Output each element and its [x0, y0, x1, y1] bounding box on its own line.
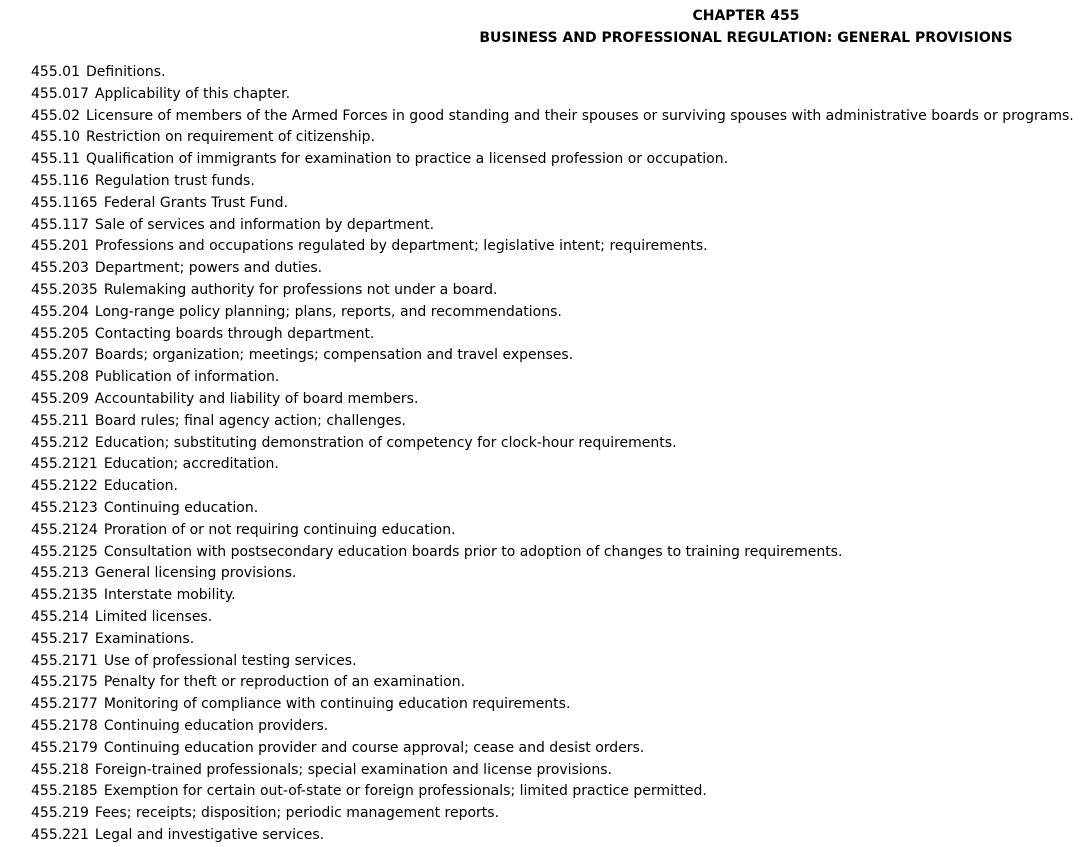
section-link[interactable] [31, 391, 418, 407]
section-title: Regulation trust funds. [94, 172, 255, 189]
section-link[interactable] [31, 456, 279, 472]
section-title: Education; substituting demonstration of competency for clock-hour requirements. [94, 434, 677, 451]
section-title: Definitions. [86, 64, 166, 80]
section-number: 455.10 [31, 129, 80, 146]
section-row [31, 411, 1076, 433]
section-title: Contacting boards through department. [94, 325, 375, 342]
section-link[interactable] [31, 347, 573, 363]
section-row [31, 280, 1076, 302]
section-row [31, 542, 1076, 564]
section-row [31, 651, 1076, 673]
section-title: Continuing education providers. [103, 717, 329, 734]
section-title: Legal and investigative services. [94, 826, 325, 843]
section-row [31, 825, 1076, 847]
section-row [31, 476, 1076, 498]
section-number: 455.2178 [31, 717, 98, 734]
section-row [31, 127, 1076, 149]
section-link[interactable] [31, 478, 178, 494]
section-link[interactable] [31, 304, 562, 320]
section-number: 455.217 [31, 630, 89, 647]
section-link[interactable] [31, 718, 328, 734]
section-row [31, 62, 1076, 84]
chapter-number: CHAPTER 455 [692, 8, 800, 24]
section-link[interactable] [31, 326, 374, 342]
section-row [31, 694, 1076, 716]
section-row [31, 193, 1076, 215]
section-row [31, 803, 1076, 825]
section-number: 455.2124 [31, 521, 98, 538]
section-list [31, 62, 1076, 847]
section-link[interactable] [31, 64, 166, 80]
section-title: Penalty for theft or reproduction of an examination. [103, 674, 466, 691]
section-link[interactable] [31, 631, 194, 647]
section-title: Federal Grants Trust Fund. [103, 194, 288, 211]
section-row [31, 389, 1076, 411]
section-number: 455.209 [31, 390, 89, 407]
section-row [31, 498, 1076, 520]
section-row [31, 760, 1076, 782]
section-number: 455.213 [31, 565, 89, 582]
section-row [31, 236, 1076, 258]
section-title: Exemption for certain out-of-state or foreign professionals; limited practice permitted. [103, 783, 707, 800]
section-link[interactable] [31, 587, 236, 603]
section-link[interactable] [31, 413, 406, 429]
section-title: Rulemaking authority for professions not under a board. [103, 281, 498, 298]
section-title: Fees; receipts; disposition; periodic management reports. [94, 805, 500, 822]
section-number: 455.2175 [31, 674, 98, 691]
section-row [31, 738, 1076, 760]
section-link[interactable] [31, 609, 212, 625]
section-link[interactable] [31, 522, 456, 538]
section-link[interactable] [31, 565, 296, 581]
section-row [31, 84, 1076, 106]
section-row [31, 454, 1076, 476]
section-number: 455.205 [31, 325, 89, 342]
chapter-header [0, 5, 1082, 49]
section-title: Monitoring of compliance with continuing education requirements. [103, 696, 571, 713]
section-number: 455.221 [31, 826, 89, 843]
section-title: Education; accreditation. [103, 456, 279, 473]
section-title: Interstate mobility. [103, 587, 236, 604]
section-link[interactable] [31, 435, 677, 451]
section-number: 455.2177 [31, 696, 98, 713]
section-link[interactable] [31, 129, 375, 145]
section-title: Consultation with postsecondary education boards prior to adoption of changes to training requirements. [103, 543, 843, 560]
section-link[interactable] [31, 238, 708, 254]
section-title: Licensure of members of the Armed Forces in good standing and their spouses or surviving spouses with administrative boards or programs. [86, 107, 1074, 124]
section-number: 455.2123 [31, 499, 98, 516]
section-number: 455.219 [31, 805, 89, 822]
section-row [31, 106, 1076, 128]
section-link[interactable] [31, 108, 1074, 124]
section-link[interactable] [31, 653, 357, 669]
section-title: Examinations. [94, 630, 195, 647]
section-number: 455.2171 [31, 652, 98, 669]
section-row [31, 258, 1076, 280]
section-row [31, 520, 1076, 542]
section-title: Applicability of this chapter. [94, 85, 291, 102]
section-title: Education. [103, 478, 178, 495]
section-link[interactable] [31, 674, 465, 690]
section-title: General licensing provisions. [94, 565, 297, 582]
section-link[interactable] [31, 86, 290, 102]
section-number: 455.2179 [31, 739, 98, 756]
section-row [31, 672, 1076, 694]
section-number: 455.117 [31, 216, 89, 233]
section-row [31, 215, 1076, 237]
section-title: Continuing education provider and course approval; cease and desist orders. [103, 739, 645, 756]
section-number: 455.2121 [31, 456, 98, 473]
section-link[interactable] [31, 217, 434, 233]
section-title: Restriction on requirement of citizenship. [86, 129, 375, 146]
section-link[interactable] [31, 500, 258, 516]
section-title: Accountability and liability of board members. [94, 390, 419, 407]
section-row [31, 716, 1076, 738]
section-row [31, 563, 1076, 585]
section-number: 455.2125 [31, 543, 98, 560]
section-number: 455.214 [31, 608, 89, 625]
section-number: 455.201 [31, 238, 89, 255]
section-link[interactable] [31, 369, 279, 385]
section-row [31, 367, 1076, 389]
section-title: Sale of services and information by department. [94, 216, 435, 233]
section-title: Foreign-trained professionals; special examination and license provisions. [94, 761, 612, 778]
section-link[interactable] [31, 827, 324, 843]
section-number: 455.212 [31, 434, 89, 451]
section-row [31, 781, 1076, 803]
section-number: 455.2135 [31, 587, 98, 604]
section-row [31, 171, 1076, 193]
section-number: 455.208 [31, 369, 89, 386]
section-row [31, 345, 1076, 367]
section-row [31, 607, 1076, 629]
section-number: 455.207 [31, 347, 89, 364]
section-number: 455.2185 [31, 783, 98, 800]
section-link[interactable] [31, 195, 288, 211]
section-row [31, 433, 1076, 455]
section-row [31, 302, 1076, 324]
section-title: Long-range policy planning; plans, reports, and recommendations. [94, 303, 562, 320]
section-link[interactable] [31, 762, 612, 778]
section-row [31, 629, 1076, 651]
section-number: 455.01 [31, 64, 80, 80]
section-title: Publication of information. [94, 369, 280, 386]
section-number: 455.11 [31, 151, 80, 168]
section-link[interactable] [31, 740, 644, 756]
section-number: 455.1165 [31, 194, 98, 211]
section-title: Qualification of immigrants for examination to practice a licensed profession or occupation. [86, 151, 729, 168]
section-number: 455.204 [31, 303, 89, 320]
section-number: 455.017 [31, 85, 89, 102]
section-link[interactable] [31, 173, 255, 189]
section-link[interactable] [31, 805, 499, 821]
section-link[interactable] [31, 260, 322, 276]
section-link[interactable] [31, 544, 842, 560]
section-number: 455.2035 [31, 281, 98, 298]
section-link[interactable] [31, 696, 570, 712]
section-number: 455.116 [31, 172, 89, 189]
section-title: Boards; organization; meetings; compensation and travel expenses. [94, 347, 574, 364]
section-link[interactable] [31, 151, 728, 167]
section-number: 455.02 [31, 107, 80, 124]
section-title: Use of professional testing services. [103, 652, 357, 669]
section-number: 455.2122 [31, 478, 98, 495]
section-number: 455.218 [31, 761, 89, 778]
section-row [31, 585, 1076, 607]
section-link[interactable] [31, 282, 498, 298]
section-title: Board rules; final agency action; challenges. [94, 412, 407, 429]
section-link[interactable] [31, 783, 707, 799]
section-row [31, 149, 1076, 171]
section-title: Limited licenses. [94, 608, 213, 625]
section-title: Continuing education. [103, 499, 259, 516]
section-number: 455.203 [31, 260, 89, 277]
chapter-title: BUSINESS AND PROFESSIONAL REGULATION: GENERAL PROVISIONS [479, 30, 1013, 46]
section-number: 455.211 [31, 412, 89, 429]
section-title: Department; powers and duties. [94, 260, 323, 277]
section-row [31, 324, 1076, 346]
section-title: Proration of or not requiring continuing education. [103, 521, 456, 538]
section-title: Professions and occupations regulated by department; legislative intent; requirements. [94, 238, 708, 255]
